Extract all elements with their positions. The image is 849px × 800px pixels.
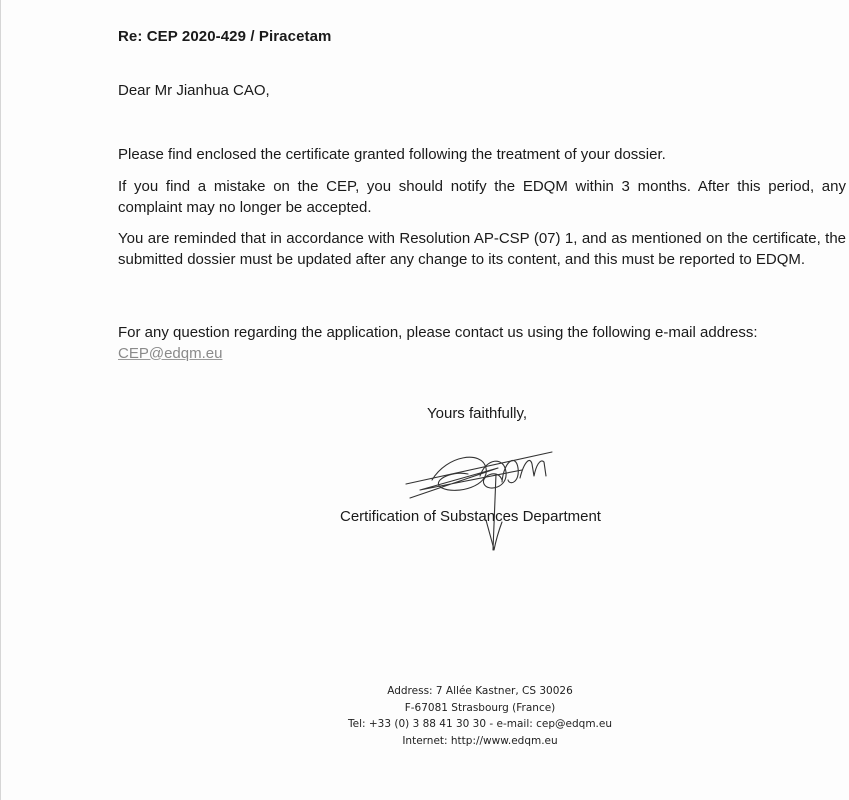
signatory-department: Certification of Substances Department	[340, 508, 601, 525]
paragraph-certificate-enclosed: Please find enclosed the certificate granted following the treatment of your dossier.	[118, 146, 666, 163]
letter-closing: Yours faithfully,	[427, 405, 528, 422]
page-edge	[0, 0, 1, 800]
paragraph-contact	[118, 323, 846, 364]
contact-email-link[interactable]: CEP@edqm.eu	[118, 344, 223, 362]
contact-text: For any question regarding the application, please contact us using the following e-mail address:	[118, 324, 758, 341]
handwritten-signature	[402, 440, 562, 555]
letter-subject: Re: CEP 2020-429 / Piracetam	[118, 28, 332, 45]
footer-city: F-67081 Strasbourg (France)	[404, 701, 556, 714]
paragraph-dossier-update: You are reminded that in accordance with Resolution AP-CSP (07) 1, and as mentioned on the certificate, the submitted dossier must be updated after any change to its content, and this must be reported to EDQM.	[118, 230, 846, 268]
letter-salutation: Dear Mr Jianhua CAO,	[118, 82, 270, 99]
footer-address: Address: 7 Allée Kastner, CS 30026	[387, 685, 573, 697]
footer-website: Internet: http://www.edqm.eu	[402, 734, 558, 747]
paragraph-mistake-notice: If you find a mistake on the CEP, you should notify the EDQM within 3 months. After this period, any complaint may no longer be accepted.	[118, 178, 846, 216]
letter-footer	[300, 683, 660, 749]
footer-contact: Tel: +33 (0) 3 88 41 30 30 - e-mail: cep@edqm.eu	[347, 718, 613, 730]
